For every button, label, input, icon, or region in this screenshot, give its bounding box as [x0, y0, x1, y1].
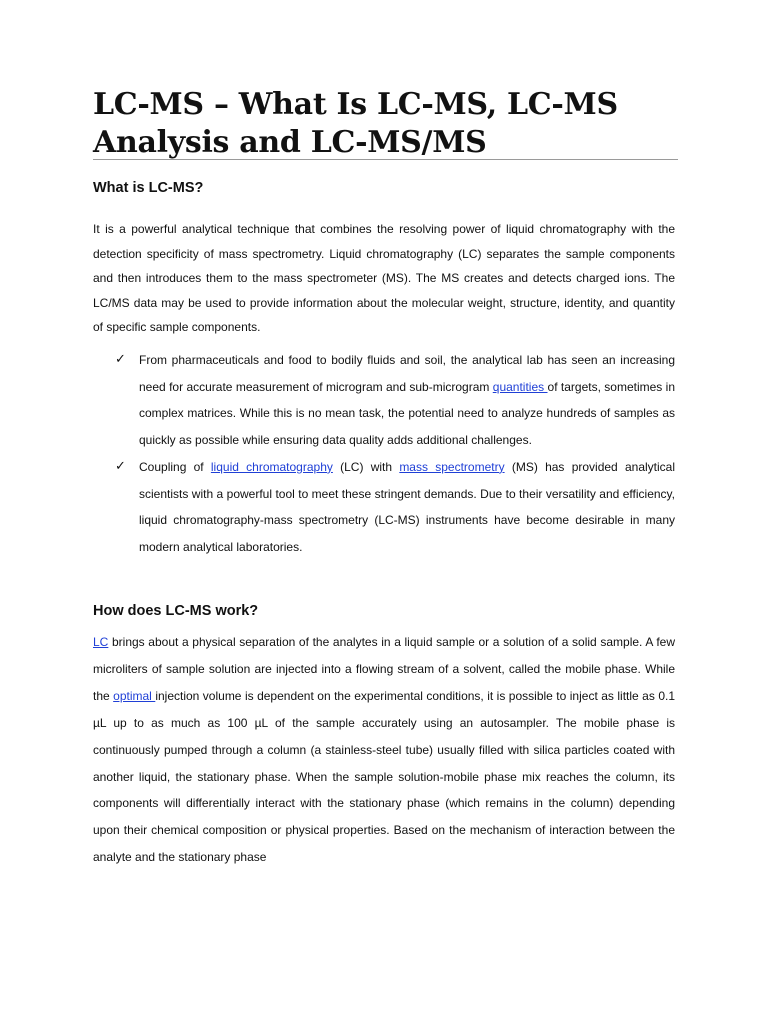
optimal-link[interactable]: optimal: [113, 688, 156, 703]
bullet-item: [93, 454, 675, 561]
paragraph-text: injection volume is dependent on the experimental conditions, it is possible to inject as little as 0.1 µL up to as much as 100 µL of the sample accurately using an autosampler. The mobile phase is continuously pumped through a column (a stainless-steel tube) usually filled with silica particles coated with another liquid, the stationary phase. When the sample solution-mobile phase mix reaches the column, its components will differentially interact with the stationary phase (which remains in the column) depending upon their chemical composition or physical properties. Based on the mechanism of interaction between the analyte and the stationary phase: [93, 688, 675, 865]
paragraph-text: brings about a physical separation of the analytes in a liquid sample or a solution of a solid sample. A few microliters of sample solution are injected into a flowing stream of a solvent, called the mobile phase. While the: [93, 635, 675, 703]
section-heading-what-is-lcms: What is LC-MS?: [93, 180, 204, 196]
title-divider: [93, 159, 678, 160]
bullet-text: Coupling of: [139, 459, 211, 474]
quantities-link[interactable]: quantities: [492, 379, 548, 394]
how-paragraph: [93, 629, 675, 871]
bullet-text: of targets, sometimes in complex matrices. While this is no mean task, the potential need to analyze hundreds of samples as quickly as possible while ensuring data quality adds additional challenges.: [139, 379, 676, 448]
bullet-text: From pharmaceuticals and food to bodily fluids and soil, the analytical lab has seen an increasing need for accurate measurement of microgram and sub-microgram: [139, 353, 675, 394]
liquid-chromatography-link[interactable]: liquid chromatography: [210, 459, 333, 474]
bullet-text: (LC) with: [332, 459, 400, 474]
mass-spectrometry-link[interactable]: mass spectrometry: [399, 459, 505, 474]
bullet-text: (MS) has provided analytical scientists with a powerful tool to meet these stringent demands. Due to their versatility and efficiency, liquid chromatography-mass spectrometry (LC-MS) instruments have become desirable in many modern analytical laboratories.: [139, 459, 675, 554]
section-heading-how-does-lcms-work: How does LC-MS work?: [93, 603, 259, 619]
checkmark-icon: ✓: [115, 458, 126, 474]
lc-link[interactable]: LC: [93, 635, 109, 649]
bullet-list: [93, 347, 675, 561]
checkmark-icon: ✓: [115, 352, 126, 367]
intro-paragraph: It is a powerful analytical technique that combines the resolving power of liquid chromatography with the detection specificity of mass spectrometry. Liquid chromatography (LC) separates the sample components and then introduces them to the mass spectrometer (MS). The MS creates and detects charged ions. The LC/MS data may be used to provide information about the molecular weight, structure, identity, and quantity of specific sample components.: [93, 222, 675, 335]
page-title: LC-MS – What Is LC-MS, LC-MS Analysis and LC-MS/MS: [93, 87, 618, 160]
bullet-item: [93, 347, 675, 454]
